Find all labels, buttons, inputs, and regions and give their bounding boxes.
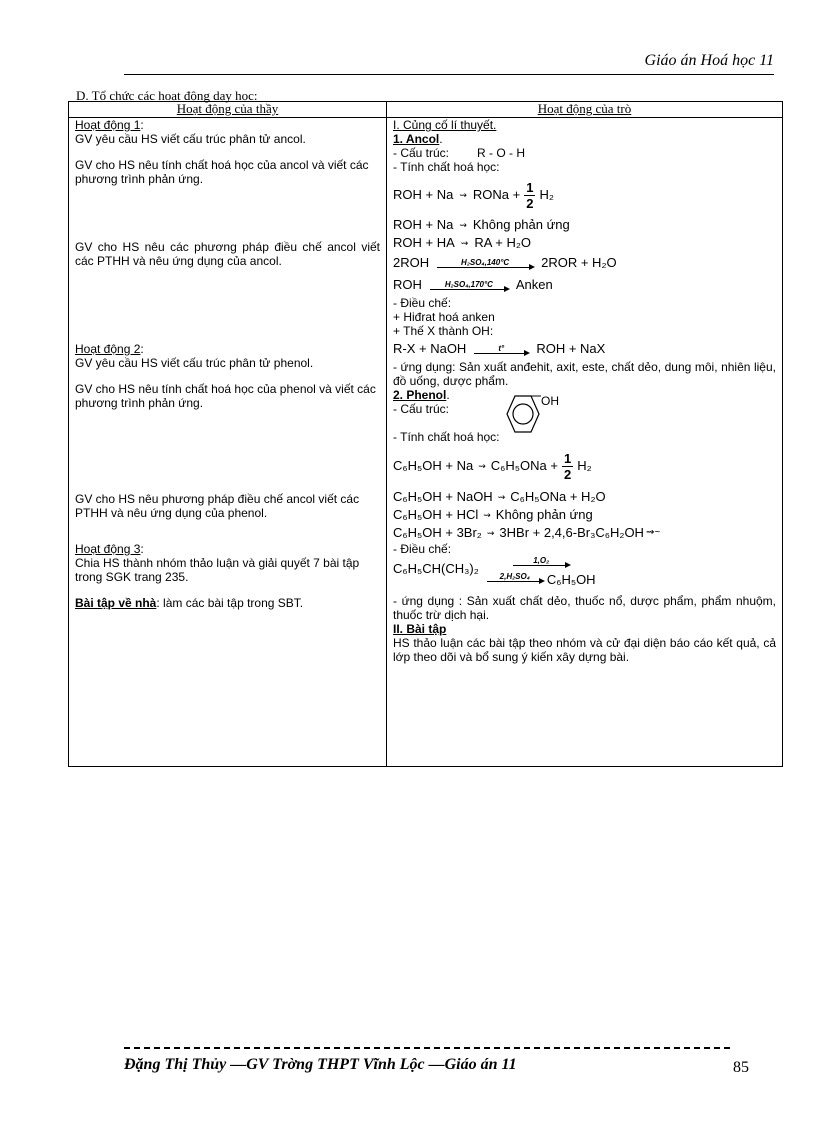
reaction-arrow-icon: ⇝	[497, 492, 506, 502]
benzene-ring-icon	[493, 394, 573, 438]
fraction-half: $\frac{1}{2}$	[526, 179, 534, 211]
phenol-use: - ứng dụng : Sản xuất chất dẻo, thuốc nổ, dược phẩm, phẩm nhuộm, thuốc trừ dịch hại.	[393, 594, 776, 622]
part2-title: II. Bài tập	[393, 622, 447, 636]
eq6: R-X + NaOH t° ROH + NaX	[393, 341, 606, 356]
student-cell: I. Củng cố lí thuyết. 1. Ancol. - Cấu trúc: R - O - H - Tính chất hoá học: ROH + Na ⇝ RONa + $\frac{1}{2}$ H₂ ROH + Na ⇝ Không phản ứng ROH + HA ⇝ RA + H₂O 2ROH H₂SO₄,140°C 2ROR + H₂O ROH H₂SO₄,170°C Anken - Điều chế: + Hiđrat hoá anken + Thế X thành OH: R-X + NaOH t° ROH + NaX - ứng dụng: Sản xuất anđehit, axit, este, chất dẻo, dung môi, nhiên liệu, đồ uống, dược phẩm. 2. Phenol. - Cấu trúc: OH - Tính chất hoá học: C₆H₅OH + Na ⇝ C₆H₅ONa + $\frac{1}{2}$ H₂ C₆H₅OH + NaOH ⇝ C₆H₅ONa + H₂O C₆H₅OH + HCl ⇝ Không phản ứng C₆H₅OH + 3Br₂ ⇝ 3HBr + 2,4,6-Br₃C₆H₂OH ⇝~ - Điều chế: C₆H₅CH(CH₃)₂ 1,O₂ 2,H₂SO₄ C₆H₅OH - ứng dụng : Sản xuất chất dẻo, thuốc nổ, dược phẩm, phẩm nhuộm, thuốc trừ dịch hại. II. Bài tập HS thảo luận các bài tập theo nhóm và cử đại diện báo cáo kết quả, cả lớp theo dõi và bổ sung ý kiến xây dựng bài.	[387, 118, 783, 767]
reaction-arrow-icon: ⇝	[459, 220, 467, 230]
section-title: D. Tổ chức các hoạt động dạy học:	[76, 88, 258, 103]
fraction-half: $\frac{1}{2}$	[563, 450, 572, 482]
footer-text: Đặng Thị Thủy —GV Trờng THPT Vĩnh Lộc —Giáo án 11	[124, 1056, 517, 1073]
teacher-act2-line2: GV cho HS nêu tính chất hoá học của phenol và viết các phương trình phản ứng.	[75, 382, 376, 410]
ancol-title: 1. Ancol	[393, 132, 440, 146]
teacher-act1-line1: GV yêu cầu HS viết cấu trúc phân tử ancol.	[75, 132, 306, 146]
reaction-arrow-icon: ⇝	[459, 190, 467, 200]
precipitate-icon: ⇝~	[645, 527, 661, 538]
teacher-cell: Hoạt động 1: GV yêu cầu HS viết cấu trúc phân tử ancol. GV cho HS nêu tính chất hoá học của ancol và viết các phương trình phản ứng. GV cho HS nêu các phương pháp điều chế ancol viết các PTHH và nêu ứng dụng của ancol. Hoạt động 2: GV yêu cầu HS viết cấu trúc phân tử phenol. GV cho HS nêu tính chất hoá học của phenol và viết các phương trình phản ứng. GV cho HS nêu phương pháp điều chế ancol viết các PTHH và nêu ứng dụng của phenol. Hoạt động 3: Chia HS thành nhóm thảo luận và giải quyết 7 bài tập trong SGK trang 235. Bài tập về nhà: làm các bài tập trong SBT.	[69, 118, 387, 767]
teacher-act3-line1: Chia HS thành nhóm thảo luận và giải quyết 7 bài tập trong SGK trang 235.	[75, 556, 360, 584]
table-body-row	[69, 118, 783, 767]
ancol-structure-label: - Cấu trúc:	[393, 146, 450, 160]
eq5: ROH H₂SO₄,170°C Anken	[393, 277, 553, 292]
teacher-act1-line2: GV cho HS nêu tính chất hoá học của ancol và viết các phương trình phản ứng.	[75, 158, 369, 186]
ancol-prep-1: + Hiđrat hoá anken	[393, 310, 495, 324]
condition-arrow-icon: t°	[474, 344, 528, 354]
reaction-arrow-icon: ⇝	[460, 238, 469, 248]
header-title: Giáo án Hoá học 11	[644, 52, 774, 69]
eq2: ROH + Na ⇝ Không phản ứng	[393, 217, 570, 232]
teacher-act2-line1: GV yêu cầu HS viết cấu trúc phân tử phenol.	[75, 356, 314, 370]
header-rule	[124, 74, 774, 75]
teacher-act1-line3: GV cho HS nêu các phương pháp điều chế ancol viết các PTHH và nêu ứng dụng của ancol.	[75, 240, 380, 268]
peq1: C₆H₅OH + Na ⇝ C₆H₅ONa + $\frac{1}{2}$ H₂	[393, 450, 592, 482]
peq3: C₆H₅OH + HCl ⇝ Không phản ứng	[393, 507, 593, 522]
reaction-arrow-icon: ⇝	[486, 528, 495, 538]
part2-text: HS thảo luận các bài tập theo nhóm và cử đại diện báo cáo kết quả, cả lớp theo dõi và bổ sung ý kiến xây dựng bài.	[393, 636, 776, 664]
ancol-use: - ứng dụng: Sản xuất anđehit, axit, este, chất dẻo, dung môi, nhiên liệu, đồ uống, dược phẩm.	[393, 360, 776, 388]
phenol-oh-label: OH	[541, 394, 559, 408]
peq2: C₆H₅OH + NaOH ⇝ C₆H₅ONa + H₂O	[393, 489, 606, 504]
col-teacher-header: Hoạt động của thầy	[69, 102, 387, 118]
activity-3-title: Hoạt động 3	[75, 542, 141, 556]
phenol-structure-label: - Cấu trúc:	[393, 402, 450, 416]
lesson-table	[68, 101, 783, 767]
phenol-props-label: - Tính chất hoá học:	[393, 430, 500, 444]
ancol-prep-2: + Thế X thành OH:	[393, 324, 494, 338]
homework-title: Bài tập về nhà	[75, 596, 157, 610]
phenol-title: 2. Phenol	[393, 388, 447, 402]
condition-arrow-icon: H₂SO₄,170°C	[430, 280, 508, 290]
activity-1-title: Hoạt động 1	[75, 118, 141, 132]
ancol-structure-formula: R - O - H	[477, 146, 526, 160]
phenol-prep-label: - Điều chế:	[393, 542, 452, 556]
two-step-arrow-icon: 1,O₂ 2,H₂SO₄ C₆H₅OH	[487, 556, 596, 582]
activity-2-title: Hoạt động 2	[75, 342, 141, 356]
page-number: 85	[733, 1059, 749, 1076]
col-student-header: Hoạt động của trò	[387, 102, 783, 118]
reaction-arrow-icon: ⇝	[478, 461, 486, 471]
eq1: ROH + Na ⇝ RONa + $\frac{1}{2}$ H₂	[393, 179, 554, 211]
peq5: C₆H₅CH(CH₃)₂ 1,O₂ 2,H₂SO₄ C₆H₅OH	[393, 556, 596, 587]
peq4: C₆H₅OH + 3Br₂ ⇝ 3HBr + 2,4,6-Br₃C₆H₂OH ⇝~	[393, 525, 661, 540]
eq3: ROH + HA ⇝ RA + H₂O	[393, 235, 532, 250]
teacher-act2-line3: GV cho HS nêu phương pháp điều chế ancol viết các PTHH và nêu ứng dụng của phenol.	[75, 492, 360, 520]
homework-text: làm các bài tập trong SBT.	[163, 596, 304, 610]
footer-rule	[124, 1047, 730, 1049]
table-header-row	[69, 102, 783, 118]
part1-title: I. Củng cố lí thuyết.	[393, 118, 497, 132]
condition-arrow-icon: H₂SO₄,140°C	[437, 258, 533, 268]
ancol-prep-label: - Điều chế:	[393, 296, 452, 310]
ancol-props-label: - Tính chất hoá học:	[393, 160, 500, 174]
eq4: 2ROH H₂SO₄,140°C 2ROR + H₂O	[393, 255, 617, 270]
reaction-arrow-icon: ⇝	[483, 510, 491, 520]
